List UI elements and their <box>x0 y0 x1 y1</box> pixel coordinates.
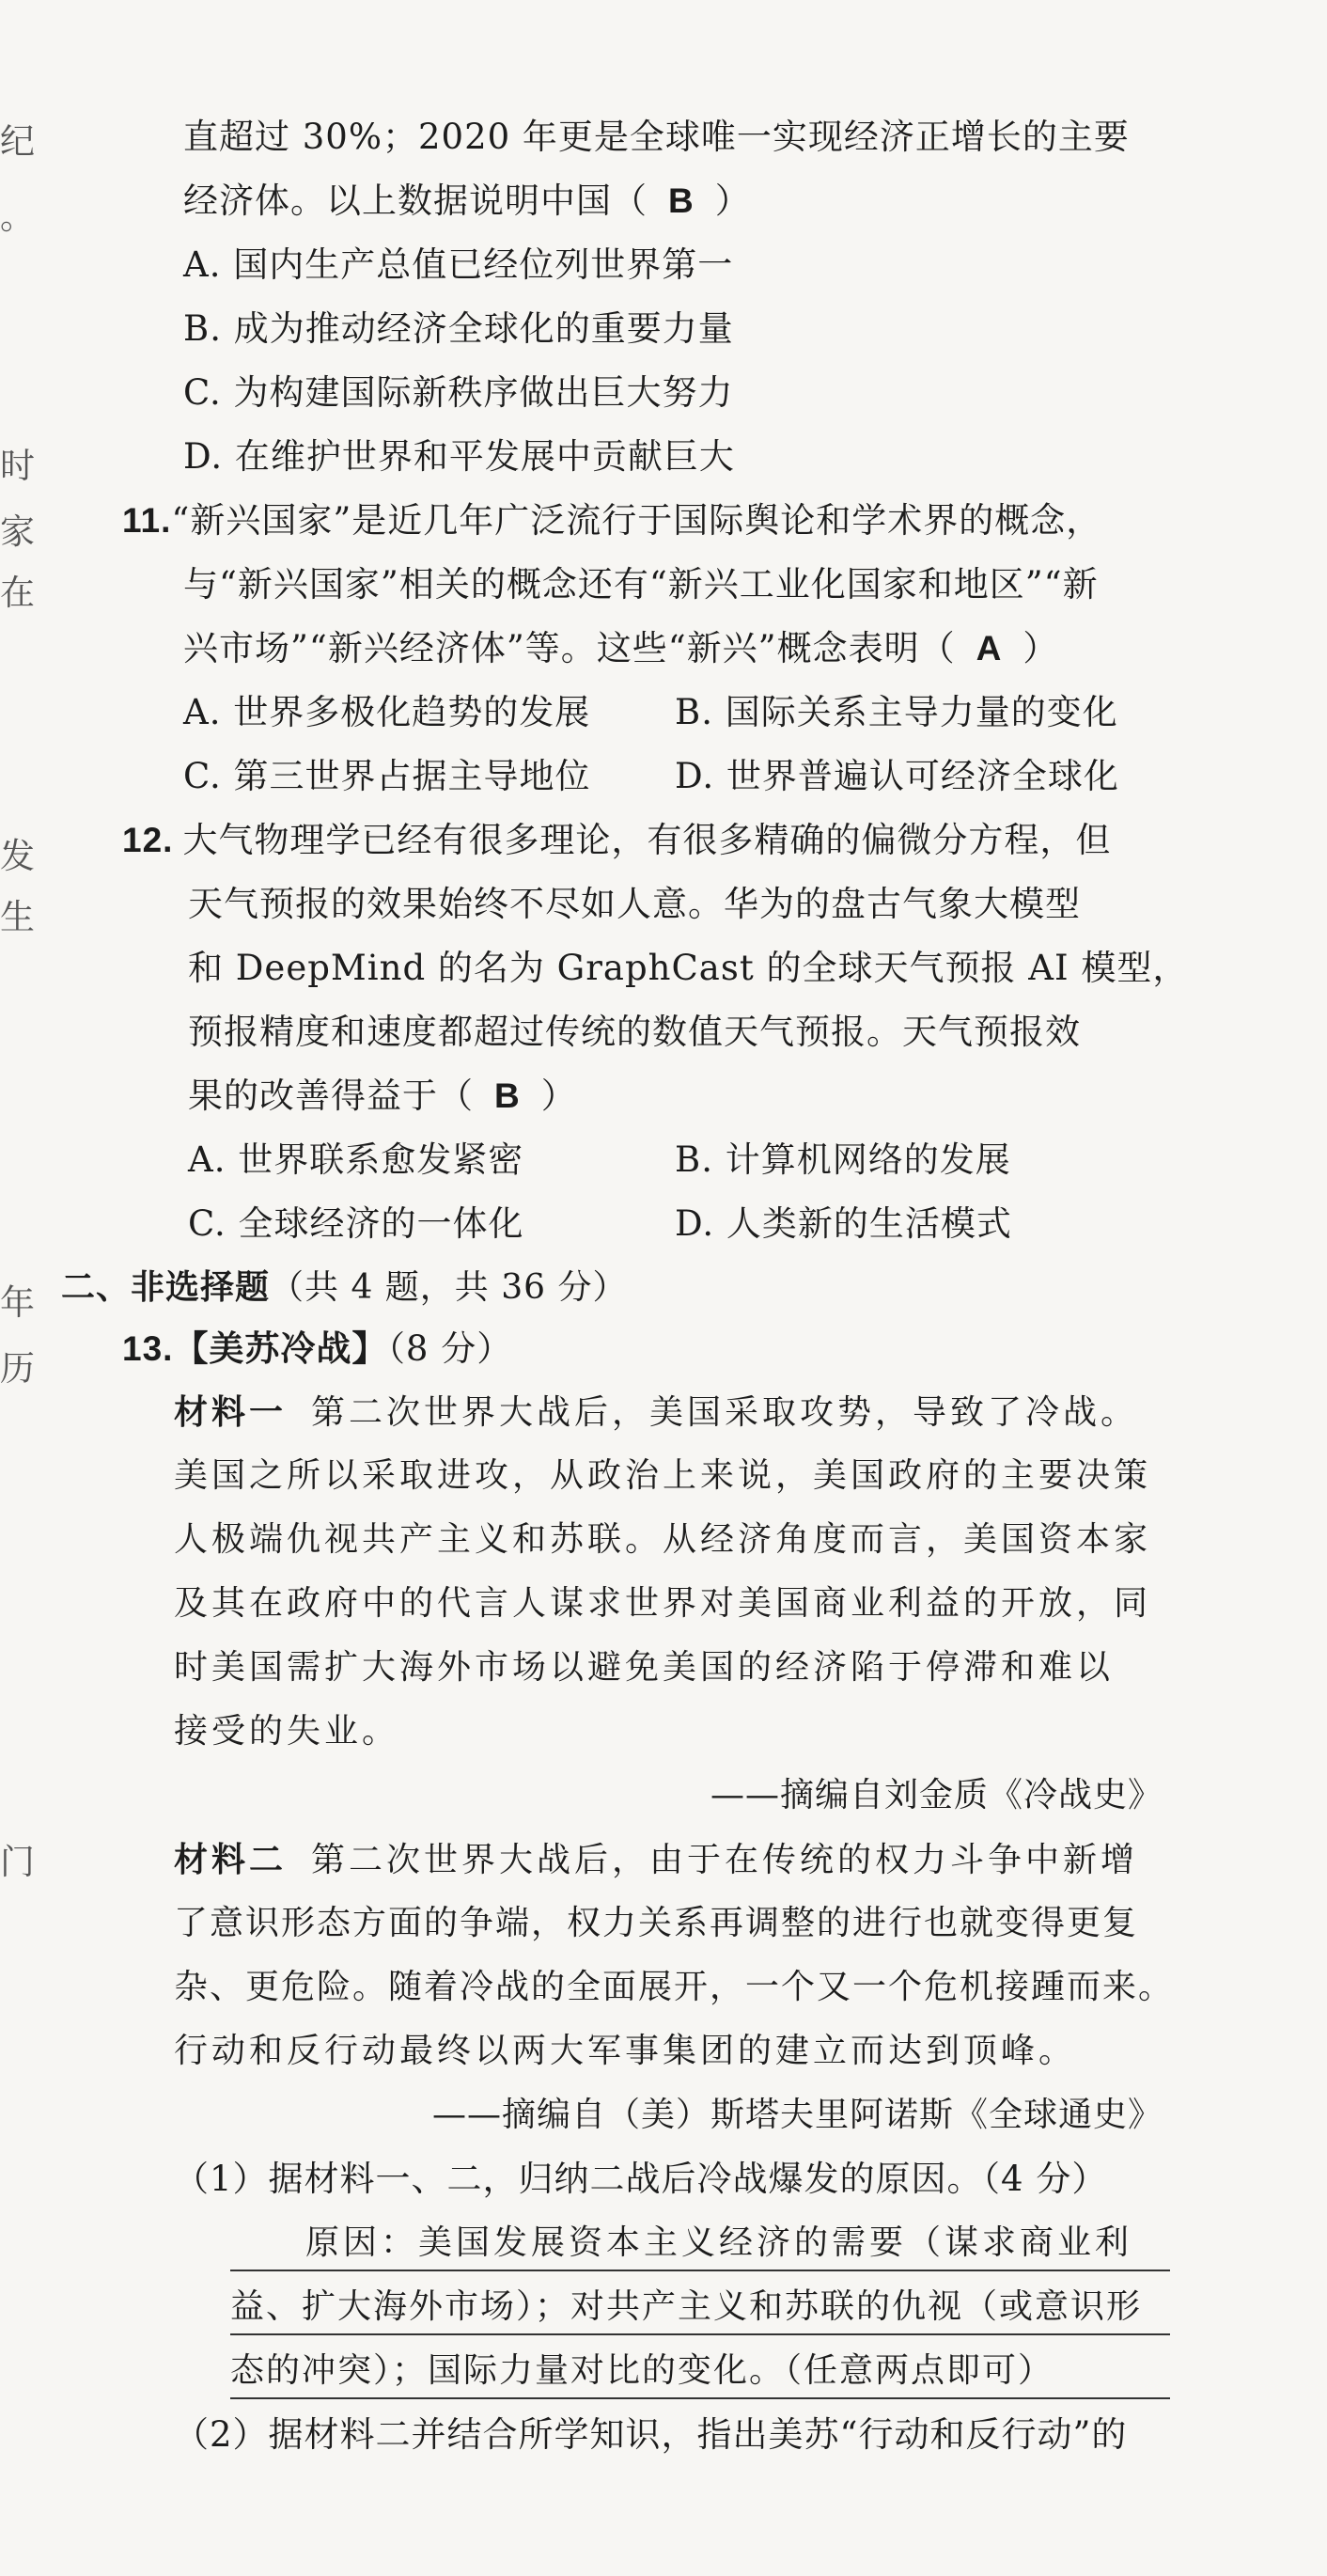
q12-option-a: A. 世界联系愈发紧密 <box>188 1139 524 1180</box>
q11-answer: A <box>976 629 1003 668</box>
material1-line: 美国之所以采取进攻，从政治上来说，美国政府的主要决策 <box>174 1456 1152 1495</box>
q12-line <box>188 1074 577 1119</box>
margin-fragment: 生 <box>0 897 35 937</box>
q12-option-d: D. 人类新的生活模式 <box>675 1203 1012 1244</box>
material2-label: 材料二 <box>174 1840 288 1879</box>
material1-line: 及其在政府中的代言人谋求世界对美国商业利益的开放，同 <box>174 1584 1152 1623</box>
q10-answer: B <box>668 181 695 220</box>
margin-fragment: 发 <box>0 836 35 876</box>
q13-score: （8 分） <box>387 1328 513 1369</box>
q11-line: 与“新兴国家”相关的概念还有“新兴工业化国家和地区”“新 <box>183 564 1099 605</box>
q10-option-d: D. 在维护世界和平发展中贡献巨大 <box>183 436 735 477</box>
margin-fragment: 年 <box>0 1282 35 1323</box>
material1-line: 时美国需扩大海外市场以避免美国的经济陷于停滞和难以 <box>174 1648 1115 1687</box>
q11-line <box>122 498 1101 543</box>
material1-source: ——摘编自刘金质《冷战史》 <box>710 1776 1163 1814</box>
q10-line <box>183 179 751 224</box>
q12-line: 预报精度和速度都超过传统的数值天气预报。天气预报效 <box>188 1012 1081 1052</box>
q13-topic: 【美苏冷战】 <box>173 1327 388 1369</box>
q11-option-b: B. 国际关系主导力量的变化 <box>675 692 1118 732</box>
q12-line <box>122 818 1111 863</box>
material2-line <box>174 1837 1138 1883</box>
q12-stem: 果的改善得益于（ <box>188 1076 474 1116</box>
q11-option-a: A. 世界多极化趋势的发展 <box>183 692 591 732</box>
q12-option-b: B. 计算机网络的发展 <box>675 1139 1011 1180</box>
material1-label: 材料一 <box>174 1392 288 1432</box>
material1-line <box>174 1390 1138 1436</box>
margin-fragment: 门 <box>0 1842 35 1882</box>
margin-fragment: 。 <box>0 196 35 237</box>
answer-underline <box>230 2397 1170 2399</box>
q13-number: 13. <box>122 1329 174 1368</box>
q13-answer1-line: 态的冲突）；国际力量对比的变化。（任意两点即可） <box>230 2351 1054 2390</box>
q13-sub1: （1）据材料一、二，归纳二战后冷战爆发的原因。（4 分） <box>174 2159 1108 2199</box>
margin-fragment: 家 <box>0 511 35 552</box>
q11-number: 11. <box>122 501 172 540</box>
q12-line: 天气预报的效果始终不尽如人意。华为的盘古气象大模型 <box>188 884 1081 924</box>
material2-line: 杂、更危险。随着冷战的全面展开，一个又一个危机接踵而来。 <box>174 1968 1175 2006</box>
q11-stem: 兴市场”“新兴经济体”等。这些“新兴”概念表明（ <box>183 628 956 668</box>
q12-option-c: C. 全球经济的一体化 <box>188 1203 524 1244</box>
material2-line: 了意识形态方面的争端，权力关系再调整的进行也就变得更复 <box>174 1904 1139 1942</box>
q13-answer1-line <box>230 2221 1170 2266</box>
q13-answer1-text: 原因：美国发展资本主义经济的需要（谋求商业利 <box>305 2223 1133 2262</box>
q12-answer: B <box>494 1076 521 1115</box>
q13-heading <box>122 1326 512 1372</box>
q12-stem: 大气物理学已经有很多理论，有很多精确的偏微分方程，但 <box>182 820 1112 860</box>
q10-line: 直超过 30%；2020 年更是全球唯一实现经济正增长的主要 <box>183 117 1130 157</box>
q12-line: 和 DeepMind 的名为 GraphCast 的全球天气预报 AI 模型， <box>188 948 1189 988</box>
q12-number: 12. <box>122 821 174 859</box>
q11-line <box>183 626 1058 671</box>
margin-fragment: 历 <box>0 1348 35 1389</box>
section-note: （共 4 题，共 36 分） <box>270 1268 628 1307</box>
q10-option-c: C. 为构建国际新秩序做出巨大努力 <box>183 372 734 413</box>
q11-option-d: D. 世界普遍认可经济全球化 <box>675 756 1119 796</box>
margin-fragment: 在 <box>0 573 35 613</box>
q10-option-a: A. 国内生产总值已经位列世界第一 <box>183 244 734 285</box>
q12-paren-close: ） <box>540 1076 577 1116</box>
material2-line: 行动和反行动最终以两大军事集团的建立而达到顶峰。 <box>174 2032 1077 2070</box>
section-title: 二、非选择题 <box>61 1267 271 1307</box>
material1-line: 人极端仇视共产主义和苏联。从经济角度而言，美国资本家 <box>174 1520 1152 1559</box>
q10-paren-close: ） <box>714 181 751 221</box>
material2-source: ——摘编自（美）斯塔夫里阿诺斯《全球通史》 <box>431 2096 1163 2134</box>
material1-text: 第二次世界大战后，美国采取攻势，导致了冷战。 <box>311 1393 1139 1432</box>
q11-paren-close: ） <box>1023 628 1059 668</box>
material2-text: 第二次世界大战后，由于在传统的权力斗争中新增 <box>311 1841 1139 1879</box>
margin-fragment: 纪 <box>0 121 35 162</box>
margin-fragment: 时 <box>0 446 35 486</box>
q10-option-b: B. 成为推动经济全球化的重要力量 <box>183 308 734 349</box>
q10-stem: 经济体。以上数据说明中国（ <box>183 181 648 221</box>
q11-option-c: C. 第三世界占据主导地位 <box>183 756 591 796</box>
q13-sub2: （2）据材料二并结合所学知识，指出美苏“行动和反行动”的 <box>174 2414 1128 2455</box>
q11-stem: “新兴国家”是近几年广泛流行于国际舆论和学术界的概念， <box>171 500 1102 541</box>
answer-underline <box>230 2333 1170 2335</box>
answer-underline <box>230 2270 1170 2271</box>
material1-line: 接受的失业。 <box>174 1712 400 1751</box>
q13-answer1-line: 益、扩大海外市场）；对共产主义和苏联的仇视（或意识形 <box>230 2287 1143 2326</box>
section-heading <box>61 1264 628 1311</box>
